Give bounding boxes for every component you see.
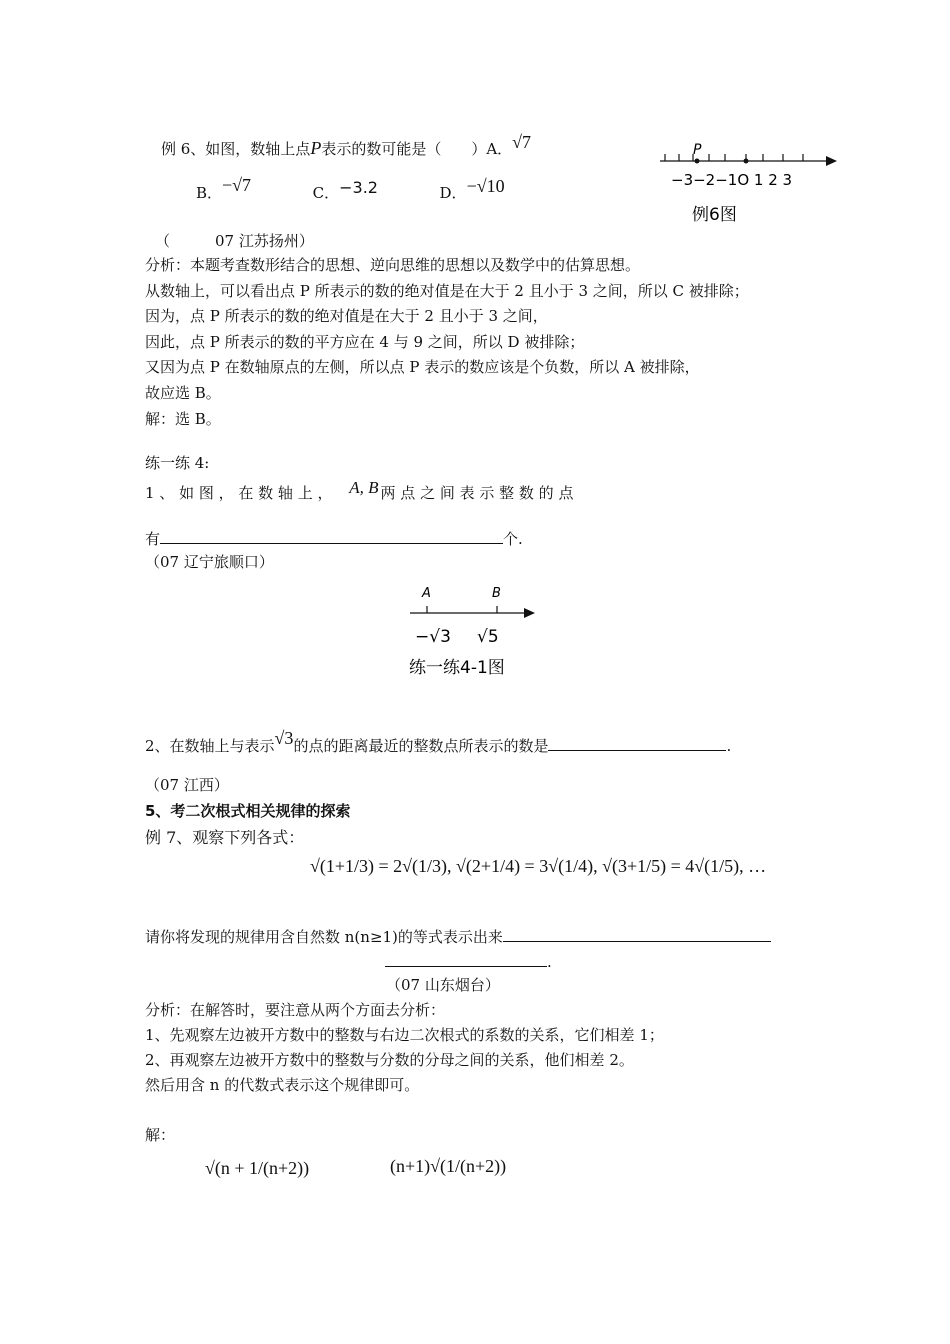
practice4-q1-line2: 有 个. xyxy=(145,527,523,549)
option-d: −√10 xyxy=(466,176,505,196)
practice4-q1-line1: 1 、 如 图 ， 在 数 轴 上 ， A, B 两 点 之 间 表 示 整 数 的 点 xyxy=(145,478,574,502)
practice4-q2-source: （07 江西） xyxy=(145,776,229,794)
ex7-question: 请你将发现的规律用含自然数 n(n≥1)的等式表示出来 xyxy=(145,925,771,947)
fig-tick-labels: −3−2−1O 1 2 3 xyxy=(671,171,793,189)
ex7-analysis: 分析：在解答时，要注意从两个方面去分析： 1、先观察左边被开方数中的整数与右边二次根式的系数的关系，它们相差 1； 2、再观察左边被开方数中的整数与分数的分母之间的关系，他们相差 2。 然后用含 n 的代数式表示这个规律即可。 xyxy=(145,1001,664,1094)
ex7-answer-blank-1[interactable] xyxy=(503,925,771,942)
origin-dot xyxy=(744,159,749,164)
ex6-options: B．−√7 C．−3.2 D．−√10 xyxy=(196,175,505,202)
solution-left-expression: √(n + 1/(n+2)) xyxy=(205,1158,310,1178)
fig-value-a: −√3 xyxy=(415,627,451,647)
point-p-label: P xyxy=(310,138,322,158)
section5-title: 5、考二次根式相关规律的探索 xyxy=(145,802,351,820)
practice4-q2: 2、在数轴上与表示√3的点的距离最近的整数点所表示的数是 . xyxy=(145,728,732,755)
fig-point-a: A xyxy=(422,586,431,601)
ex7-formula: √(1+1/3) = 2√(1/3), √(2+1/4) = 3√(1/4), √(3+1/5) = 4√(1/5), … xyxy=(310,856,767,876)
practice4-title: 练一练 4: xyxy=(145,454,210,472)
solution-right-expression: (n+1)√(1/(n+2)) xyxy=(390,1156,507,1176)
ex6-question: 例 6、如图，数轴上点P表示的数可能是（ ）A．√7 xyxy=(161,132,532,158)
ex7-title: 例 7、观察下列各式： xyxy=(145,828,305,847)
q1-answer-blank[interactable] xyxy=(160,527,503,544)
axis-arrow xyxy=(826,156,837,166)
point-p-dot xyxy=(695,159,700,164)
ex6-analysis: 分析：本题考查数形结合的思想、逆向思维的思想以及数学中的估算思想。 从数轴上，可以看出点 P 所表示的数的绝对值是在大于 2 且小于 3 之间，所以 C 被排除； 因为，点 P 所表示的数的绝对值是在大于 2 且小于 3 之间， 因此，点 P 所表示的数的平方应在 4 与 9 之间，所以 D 被排除； 又因为点 P 在数轴原点的左侧，所以点 P 表示的数应该是个负数，所以 A 被排除， 故应选 B。 解：选 B。 xyxy=(145,256,749,428)
q2-answer-blank[interactable] xyxy=(548,734,726,751)
ex6-number-line-figure xyxy=(655,140,845,230)
points-ab: A, B xyxy=(349,478,379,497)
fig-value-b: √5 xyxy=(477,627,499,647)
practice4-number-line-figure xyxy=(405,580,545,680)
fig-caption: 例6图 xyxy=(692,205,737,225)
ex7-answer-blank-2[interactable] xyxy=(385,950,547,967)
fig-caption: 练一练4-1图 xyxy=(409,658,505,678)
root-3: √3 xyxy=(274,728,294,748)
option-a: √7 xyxy=(512,132,532,152)
option-b: −√7 xyxy=(222,175,252,195)
fig-point-label: P xyxy=(693,142,702,158)
practice4-q1-source: （07 辽宁旅顺口） xyxy=(145,553,274,571)
option-c: −3.2 xyxy=(339,178,378,197)
ex7-source: （07 山东烟台） xyxy=(386,976,500,994)
axis-ticks xyxy=(665,154,803,161)
fig-point-b: B xyxy=(492,586,501,601)
ex7-question-line2: . xyxy=(385,950,552,971)
axis-arrow xyxy=(524,608,535,618)
solution-label: 解： xyxy=(145,1126,176,1144)
ex6-source: （ 07 江苏扬州） xyxy=(155,232,314,250)
